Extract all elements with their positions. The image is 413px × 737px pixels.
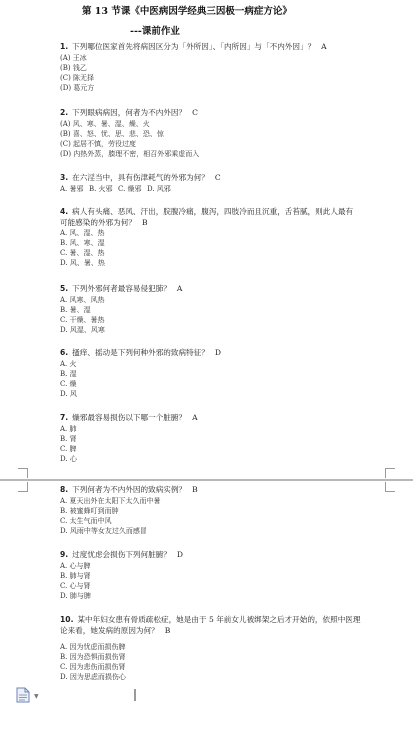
option: A. 风寒、风热 <box>60 295 105 304</box>
option: C. 因为悲伤而损伤肾 <box>60 663 126 672</box>
option: A. 因为忧虑而损伤脾 <box>60 643 126 652</box>
question-number: 10. <box>60 615 74 624</box>
option: D. 风、暑、热 <box>60 259 105 268</box>
question-stem: 下列外邪何者最容易侵犯肺？ <box>72 284 171 293</box>
question-10 <box>60 615 365 682</box>
option: (D) 葛元方 <box>60 83 95 92</box>
question-stem: 下列何者为不内外因的致病实例？ <box>72 485 187 494</box>
option: B. 风、寒、湿 <box>60 239 105 248</box>
option: (A) 风、寒、暑、湿、燥、火 <box>60 119 150 128</box>
question-6 <box>60 348 360 399</box>
option: D. 因为思虑而损伤心 <box>60 673 126 682</box>
question-stem: 在六淫当中，具有伤津耗气的外邪为何？ <box>72 173 209 182</box>
question-stem: 某中年妇女患有骨质疏松症，她是由于 5 年前女儿被绑架之后才开始的，依照中医理论来看，她发病的原因为何？ <box>60 615 361 635</box>
caret-down-icon[interactable]: ▼ <box>34 693 39 700</box>
page-corner-mark <box>385 468 395 478</box>
question-answer: C <box>192 108 198 117</box>
page-corner-mark <box>18 468 28 478</box>
option: B. 肺与肾 <box>60 571 91 580</box>
option: B. 肾 <box>60 434 77 443</box>
question-number: 8. <box>60 485 69 494</box>
question-answer: B <box>164 625 171 635</box>
option: C. 燥邪 <box>117 184 142 193</box>
option: A. 暑邪 <box>60 184 84 193</box>
question-stem: 搔痒、摇动是下列何种外邪的致病特征？ <box>72 348 209 357</box>
option: (B) 喜、怒、忧、思、悲、恐、惊 <box>60 129 164 138</box>
option: D. 风 <box>60 389 77 398</box>
option: C. 脾 <box>60 444 77 453</box>
question-9 <box>60 550 360 601</box>
question-number: 6. <box>60 348 69 357</box>
question-number: 1. <box>60 42 69 51</box>
question-1 <box>60 42 360 93</box>
question-number: 2. <box>60 108 69 117</box>
question-answer: B <box>141 217 148 227</box>
question-number: 7. <box>60 413 69 422</box>
option: (C) 起居不慎，劳役过度 <box>60 139 137 148</box>
question-8 <box>60 485 360 536</box>
option: C. 燥 <box>60 379 77 388</box>
question-answer: B <box>192 485 198 494</box>
option: C. 干燥、暑热 <box>60 315 105 324</box>
option: (B) 钱乙 <box>60 63 87 72</box>
question-7 <box>60 413 360 464</box>
option: C. 太生气而中风 <box>60 516 112 525</box>
document-title: 第 13 节课《中医病因学经典三因极一病症方论》 <box>82 6 292 17</box>
document-icon[interactable] <box>16 687 30 703</box>
option: A. 火 <box>60 359 77 368</box>
option: D. 风邪 <box>146 184 171 193</box>
page-corner-mark <box>18 482 28 492</box>
option: A. 心与脾 <box>60 561 91 570</box>
option: D. 风湿、风寒 <box>60 325 105 334</box>
question-answer: C <box>214 173 221 182</box>
question-stem: 过度忧虑会损伤下列何脏腑？ <box>72 550 171 559</box>
option: (A) 王冰 <box>60 53 87 62</box>
page-corner-mark <box>385 482 395 492</box>
option: A. 风、湿、热 <box>60 229 105 238</box>
question-answer: A <box>321 42 327 51</box>
question-stem: 燥邪最容易损伤以下哪一个脏腑？ <box>72 413 187 422</box>
option: (C) 陈无择 <box>60 73 95 82</box>
document-subtitle: ---课前作业 <box>130 26 180 37</box>
option: (D) 内热外蒸，腠理不密，相召外邪乘虚而入 <box>60 149 200 158</box>
question-4 <box>60 207 360 268</box>
question-number: 9. <box>60 550 69 559</box>
option: B. 湿 <box>60 369 77 378</box>
question-stem: 下列哪位医家首先将病因区分为「外所因」、「内所因」与「不内外因」？ <box>72 42 316 51</box>
option: A. 夏天出外在太阳下太久而中暑 <box>60 496 161 505</box>
option: D. 风雨中等女友过久而感冒 <box>60 526 147 535</box>
question-answer: D <box>176 550 183 559</box>
question-answer: D <box>214 348 221 357</box>
question-answer: A <box>192 413 198 422</box>
question-stem: 下列眼病病因，何者为不内外因？ <box>72 108 187 117</box>
question-5 <box>60 284 360 335</box>
option: C. 心与肾 <box>60 581 91 590</box>
option: C. 暑、湿、热 <box>60 249 105 258</box>
option: D. 心 <box>60 454 77 463</box>
option: D. 肺与脾 <box>60 591 91 600</box>
question-number: 3. <box>60 173 69 182</box>
option: B. 暑、湿 <box>60 305 91 314</box>
option: B. 被蜜蜂叮到而肿 <box>60 506 119 515</box>
question-number: 4. <box>60 207 69 216</box>
question-number: 5. <box>60 284 69 293</box>
option: B. 因为恐惧而损伤肾 <box>60 653 126 662</box>
text-cursor <box>134 689 136 701</box>
question-stem: 病人有头痛、恶风、汗出，脘腹冷痛，腹泻，四肢冷而且沉重，舌苔腻，则此人最有可能感染的外邪为何？ <box>60 207 354 227</box>
option: A. 肺 <box>60 424 77 433</box>
question-answer: A <box>176 284 183 293</box>
option: B. 火邪 <box>88 184 113 193</box>
question-2 <box>60 108 360 159</box>
question-3 <box>60 173 360 194</box>
